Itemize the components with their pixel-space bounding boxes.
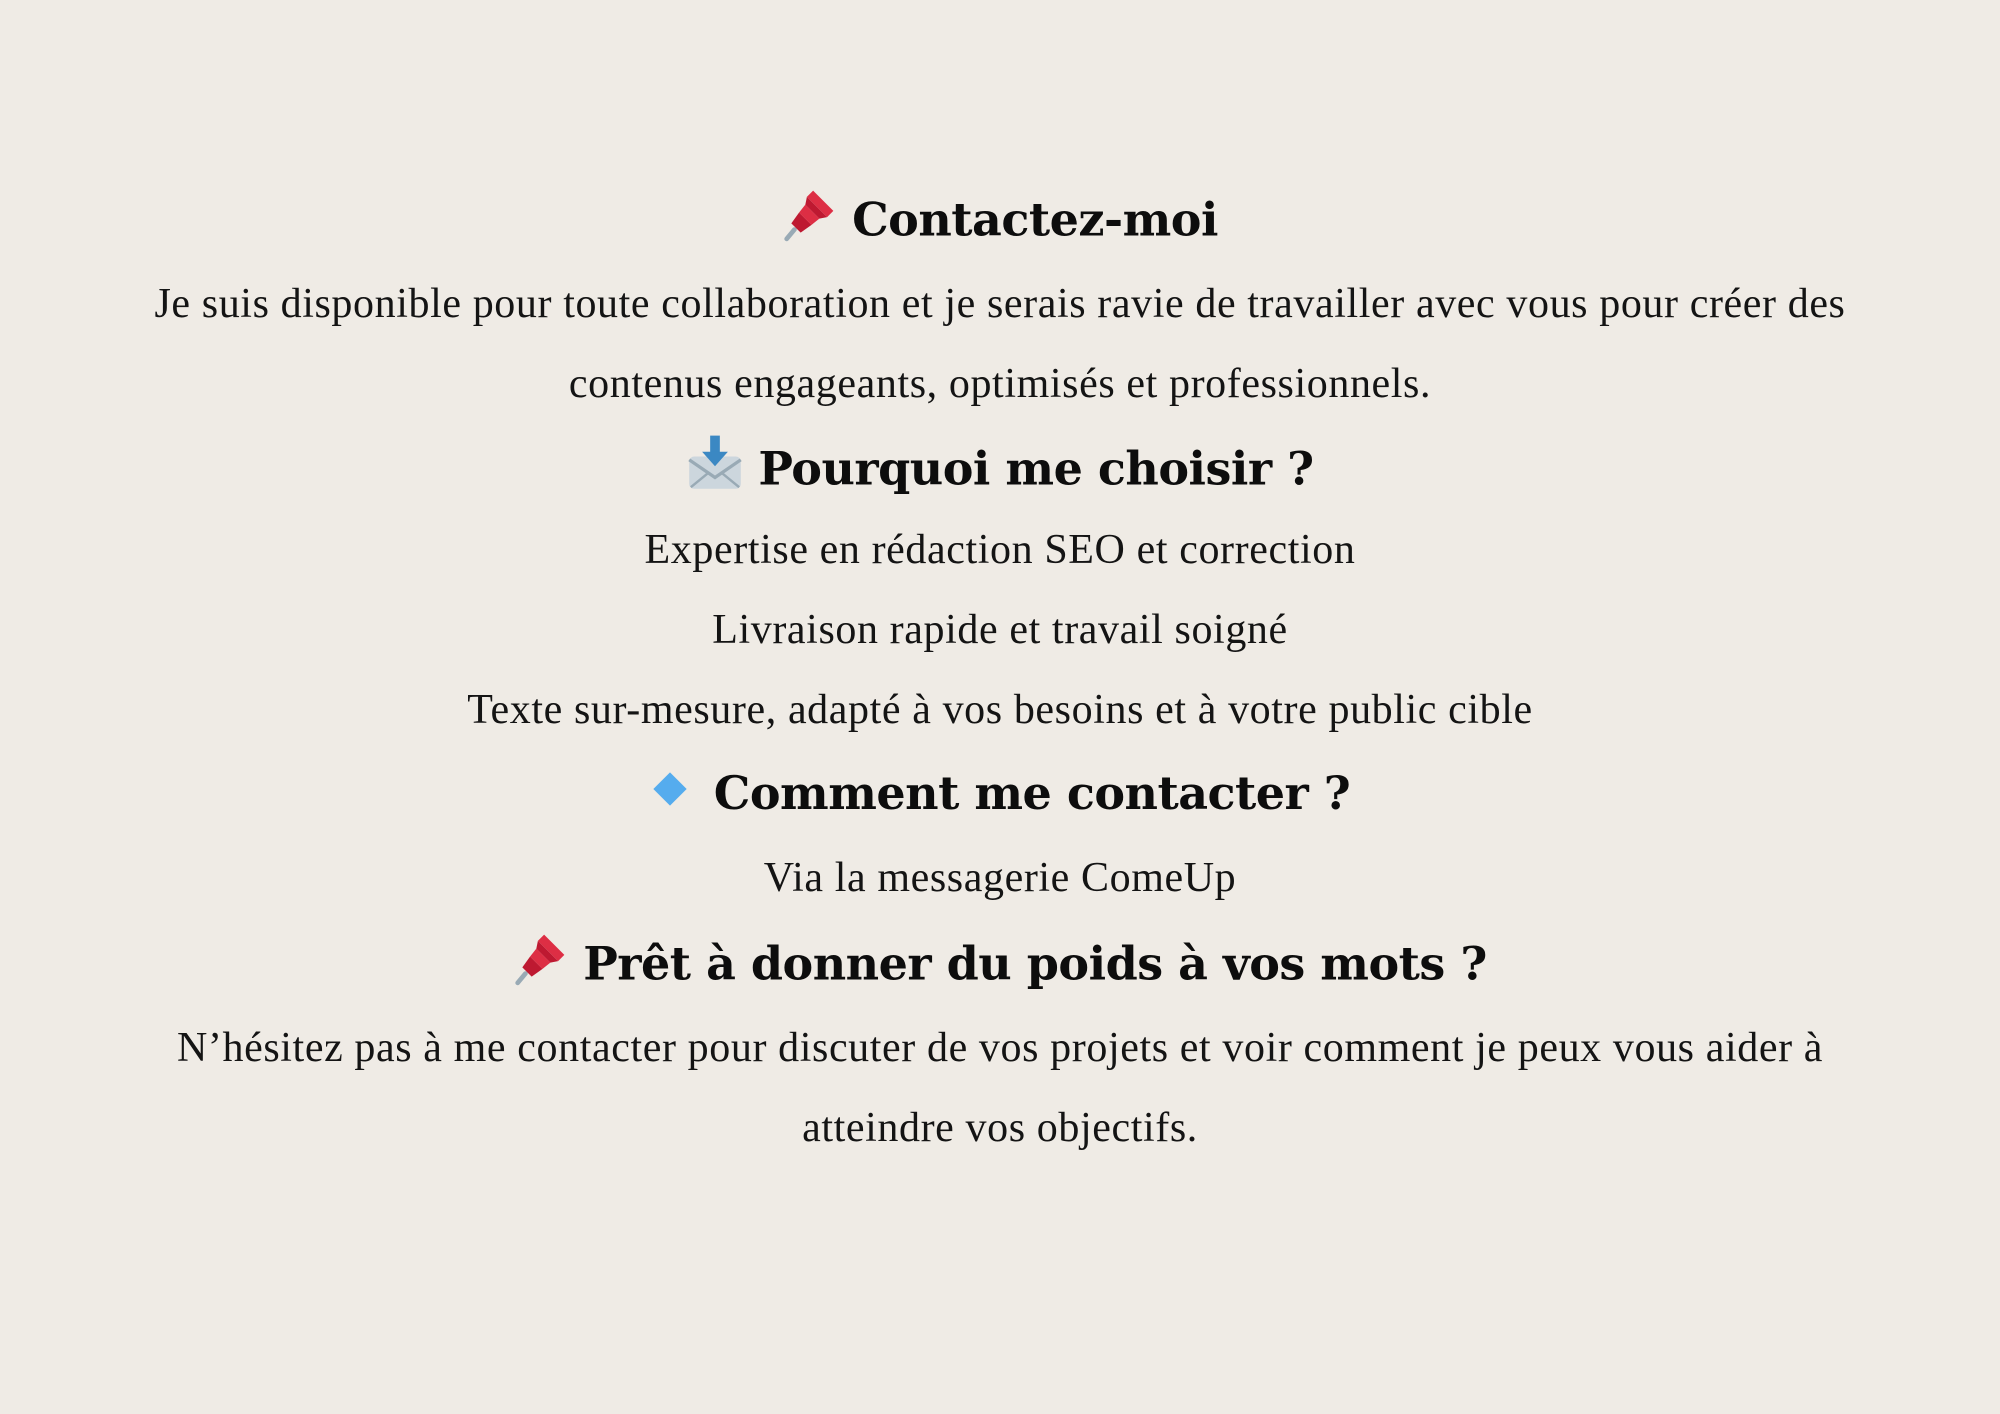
heading-why-choose-text: Pourquoi me choisir ? xyxy=(758,441,1314,496)
pushpin-icon xyxy=(782,186,838,253)
paragraph-line: Je suis disponible pour toute collaboration et je serais ravie de travailler avec vous pour créer des xyxy=(154,281,1846,327)
list-item: Via la messagerie ComeUp xyxy=(763,855,1237,901)
heading-contact-text: Contactez-moi xyxy=(852,192,1218,247)
heading-why-choose xyxy=(0,438,2000,507)
list-item: Texte sur-mesure, adapté à vos besoins et à votre public cible xyxy=(467,687,1533,733)
envelope-with-arrow-icon xyxy=(686,434,744,503)
paragraph-line: contenus engageants, optimisés et professionnels. xyxy=(568,361,1432,407)
list-item: Livraison rapide et travail soigné xyxy=(712,607,1288,653)
heading-how-to-contact-text: Comment me contacter ? xyxy=(713,766,1351,820)
list-item: Expertise en rédaction SEO et correction xyxy=(644,527,1356,573)
heading-ready xyxy=(0,934,2000,1001)
heading-ready-text: Prêt à donner du poids à vos mots ? xyxy=(583,936,1487,991)
blue-diamond-icon xyxy=(650,766,690,820)
paragraph-line: atteindre vos objectifs. xyxy=(802,1105,1198,1151)
heading-contact xyxy=(0,190,2000,257)
heading-how-to-contact xyxy=(0,766,2000,824)
pushpin-icon xyxy=(513,930,569,997)
paragraph-line: N’hésitez pas à me contacter pour discuter de vos projets et voir comment je peux vous aider à xyxy=(176,1025,1824,1071)
